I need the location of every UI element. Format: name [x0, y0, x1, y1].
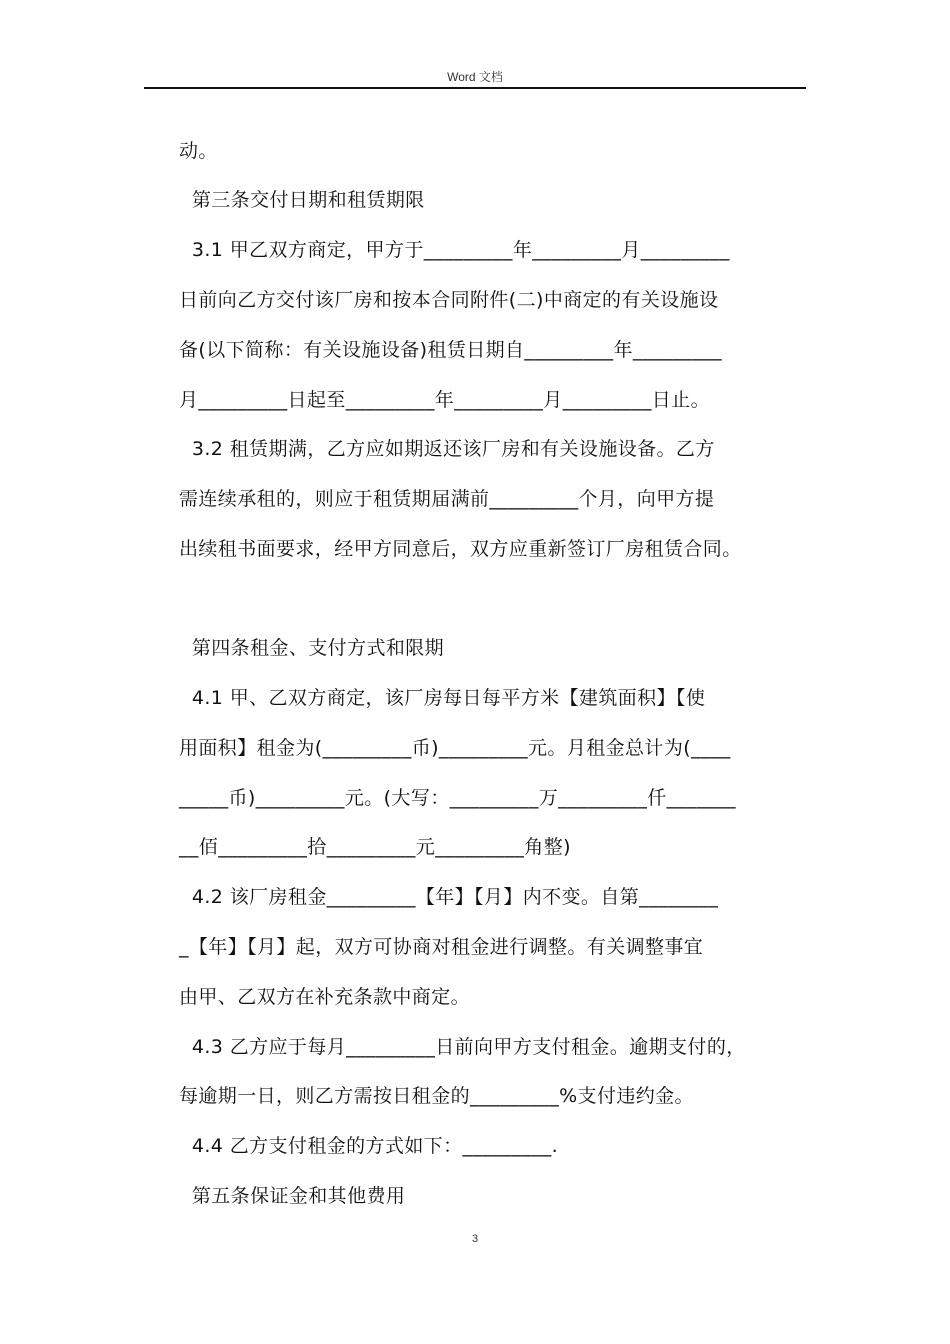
section-heading: 第三条交付日期和租赁期限	[179, 189, 425, 211]
body-line: _____币)_________元。(大写：_________万_________仟_______	[179, 787, 736, 809]
body-line: 4.1 甲、乙双方商定，该厂房每日每平方米【建筑面积】【使	[179, 687, 706, 709]
body-line: _【年】【月】起，双方可协商对租金进行调整。有关调整事宜	[179, 936, 704, 958]
body-line: 动。	[179, 140, 218, 162]
page-number: 3	[471, 1233, 479, 1245]
body-line: 需连续承租的，则应于租赁期届满前_________个月，向甲方提	[179, 488, 715, 510]
body-line: 日前向乙方交付该厂房和按本合同附件(二)中商定的有关设施设	[179, 289, 719, 311]
header-rule	[144, 87, 806, 89]
body-line: 备(以下简称：有关设施设备)租赁日期自_________年_________	[179, 339, 723, 361]
body-line: 月_________日起至_________年_________月_________日止。	[179, 389, 711, 411]
body-line: 3.1 甲乙双方商定，甲方于_________年_________月_________	[179, 239, 730, 261]
body-line: 3.2 租赁期满，乙方应如期返还该厂房和有关设施设备。乙方	[179, 438, 715, 460]
body-line: 4.4 乙方支付租金的方式如下：_________.	[179, 1135, 559, 1157]
body-line: 每逾期一日，则乙方需按日租金的_________%支付违约金。	[179, 1085, 694, 1107]
body-line: 由甲、乙双方在补充条款中商定。	[179, 986, 471, 1008]
section-heading: 第五条保证金和其他费用	[179, 1185, 406, 1207]
body-line: 出续租书面要求，经甲方同意后，双方应重新签订厂房租赁合同。	[179, 538, 742, 560]
body-line: 4.2 该厂房租金_________【年】【月】内不变。自第________	[179, 886, 719, 908]
body-line: __佰_________拾_________元_________角整)	[179, 836, 571, 858]
body-line: 4.3 乙方应于每月_________日前向甲方支付租金。逾期支付的，	[179, 1036, 746, 1058]
section-heading: 第四条租金、支付方式和限期	[179, 637, 445, 659]
page-header: Word 文档	[447, 70, 503, 84]
body-line: 用面积】租金为(_________币)_________元。月租金总计为(____	[179, 737, 731, 759]
